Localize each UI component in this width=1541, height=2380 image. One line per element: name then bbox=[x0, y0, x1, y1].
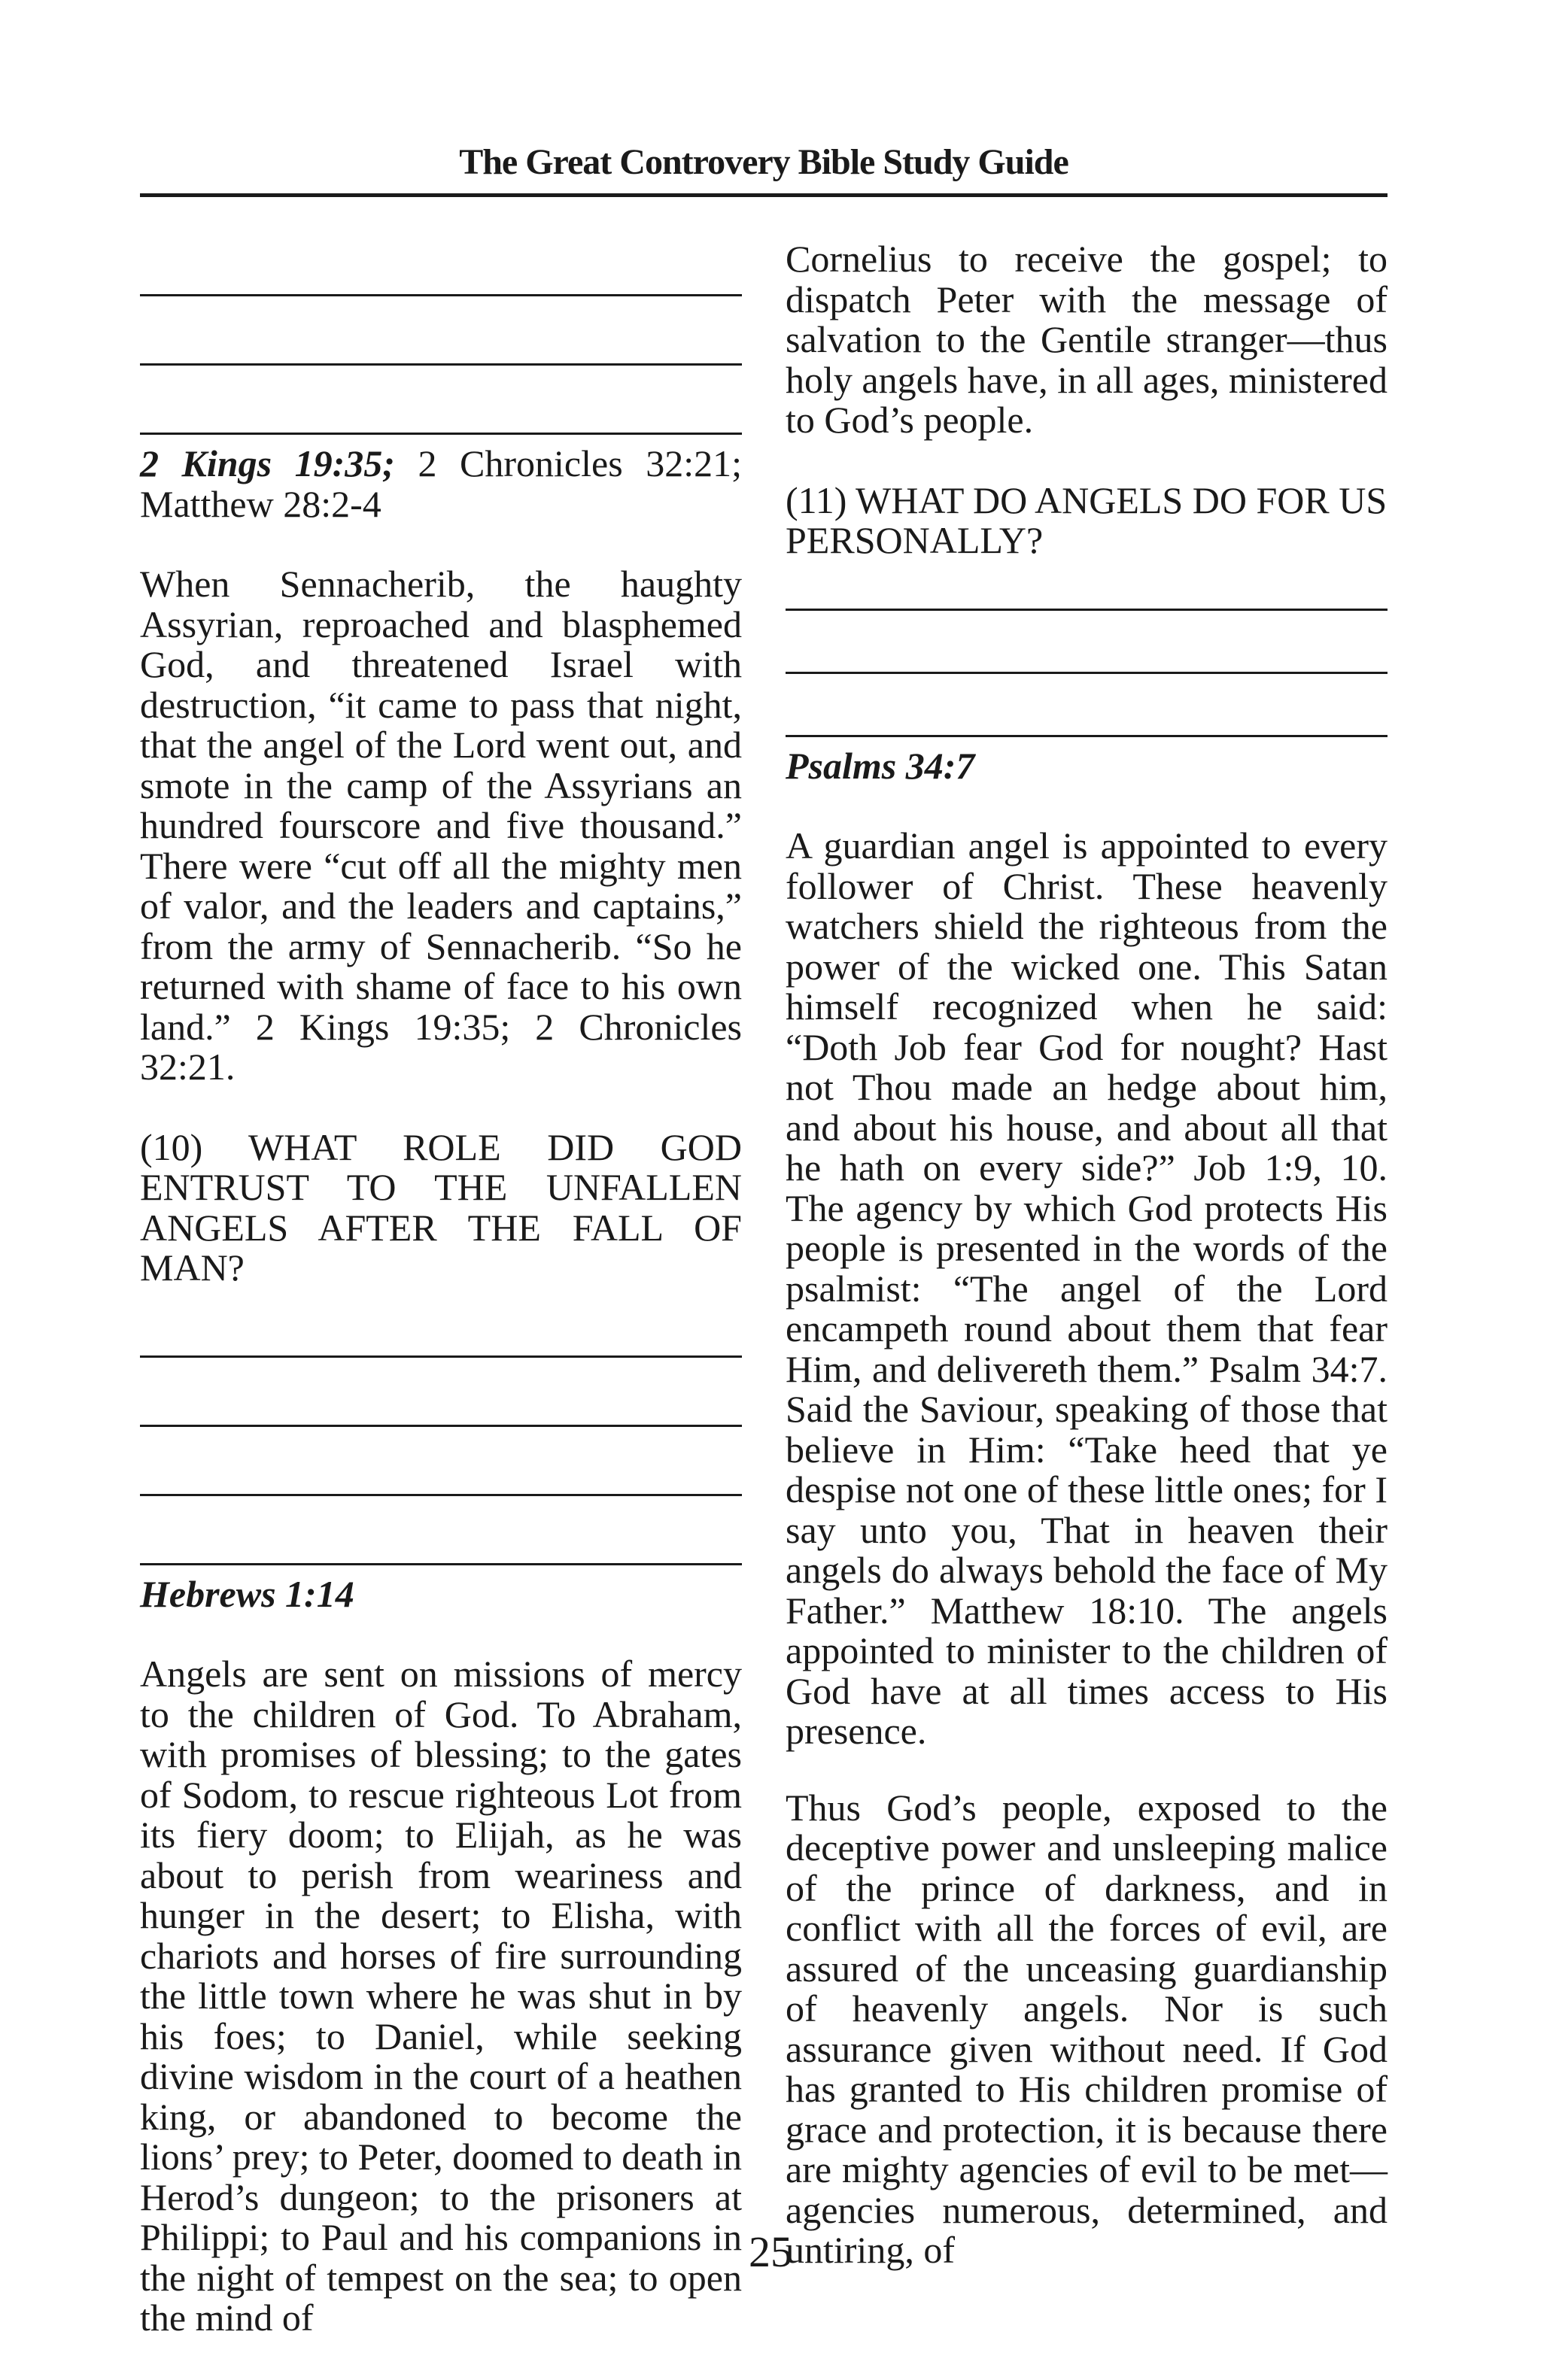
left-column bbox=[140, 239, 742, 2339]
study-question-10: (10) WHAT ROLE DID GOD ENTRUST TO THE UNFALLEN ANGELS AFTER THE FALL OF MAN? bbox=[140, 1125, 742, 1289]
commentary-paragraph: A guardian angel is appointed to every follower of Christ. These heavenly watchers shield the righteous from the power of the wicked one. This Satan himself recognized when he said: “Doth Job fear God for nought? Hast not Thou made an hedge about him, and about his house, and about all that he hath on every side?” Job 1:9, 10. The agency by which God protects His people is presented in the words of the psalmist: “The angel of the Lord encampeth round about them that fear Him, and delivereth them.” Psalm 34:7. Said the Saviour, speaking of those that believe in Him: “Take heed that ye despise not one of these little ones; for I say unto you, That in heaven their angels do always behold the face of My Father.” Matthew 18:10. The angels appointed to minister to the children of God have at all times access to His presence. bbox=[786, 824, 1388, 1752]
answer-line[interactable] bbox=[786, 611, 1388, 674]
scripture-reference: Psalms 34:7 bbox=[786, 744, 975, 787]
answer-line[interactable] bbox=[786, 561, 1388, 611]
scripture-reference bbox=[140, 444, 742, 524]
reference-italic: 2 Kings 19:35; bbox=[140, 442, 395, 484]
scripture-reference: Hebrews 1:14 bbox=[140, 1572, 354, 1615]
commentary-paragraph: Thus God’s people, exposed to the deceptive power and unsleeping malice of the prince of darkness, and in conflict with all the forces of evil, are assured of the unceasing guardianship of heavenly angels. Nor is such assurance given without need. If God has granted to His children promise of grace and protection, it is because there are mighty agencies of evil to be met—agencies numerous, determined, and untiring, of bbox=[786, 1786, 1388, 2271]
commentary-paragraph: Angels are sent on missions of mercy to the children of God. To Abraham, with promises of blessing; to the gates of Sodom, to rescue righteous Lot from its fiery doom; to Elijah, as he was about to perish from weariness and hunger in the desert; to Elisha, with chariots and horses of fire surrounding the little town where he was shut in by his foes; to Daniel, while seeking divine wisdom in the court of a heathen king, or abandoned to become the lions’ prey; to Peter, doomed to death in Herod’s dungeon; to the prisoners at Philippi; to Paul and his companions in the night of tempest on the sea; to open the mind of bbox=[140, 1653, 742, 2339]
right-column bbox=[786, 239, 1388, 2271]
page-header bbox=[140, 132, 1388, 197]
answer-line[interactable] bbox=[140, 1358, 742, 1427]
answer-line[interactable] bbox=[140, 296, 742, 366]
answer-line[interactable] bbox=[786, 674, 1388, 737]
page-number: 25 bbox=[749, 2227, 792, 2276]
study-question-11: (11) WHAT DO ANGELS DO FOR US PERSONALLY? bbox=[786, 478, 1388, 561]
header-title: The Great Controvery Bible Study Guide bbox=[459, 142, 1068, 182]
answer-line[interactable] bbox=[140, 366, 742, 435]
commentary-paragraph: When Sennacherib, the haughty Assyrian, reproached and blasphemed God, and threatened Israel with destruction, “it came to pass that night, that the angel of the Lord went out, and smote in the camp of the Assyrians an hundred fourscore and five thousand.” There were “cut off all the mighty men of valor, and the leaders and captains,” from the army of Sennacherib. “So he returned with shame of face to his own land.” 2 Kings 19:35; 2 Chronicles 32:21. bbox=[140, 563, 742, 1088]
answer-line[interactable] bbox=[140, 239, 742, 296]
answer-line[interactable] bbox=[140, 1289, 742, 1358]
reference-rest: 2 Chronicles 32:21; Matthew 28:2-4 bbox=[140, 442, 742, 525]
answer-line[interactable] bbox=[140, 1496, 742, 1565]
answer-line[interactable] bbox=[140, 1427, 742, 1496]
commentary-paragraph: Cornelius to receive the gospel; to dispatch Peter with the message of salvation to the Gentile stranger—thus holy angels have, in all ages, ministered to God’s people. bbox=[786, 238, 1388, 441]
